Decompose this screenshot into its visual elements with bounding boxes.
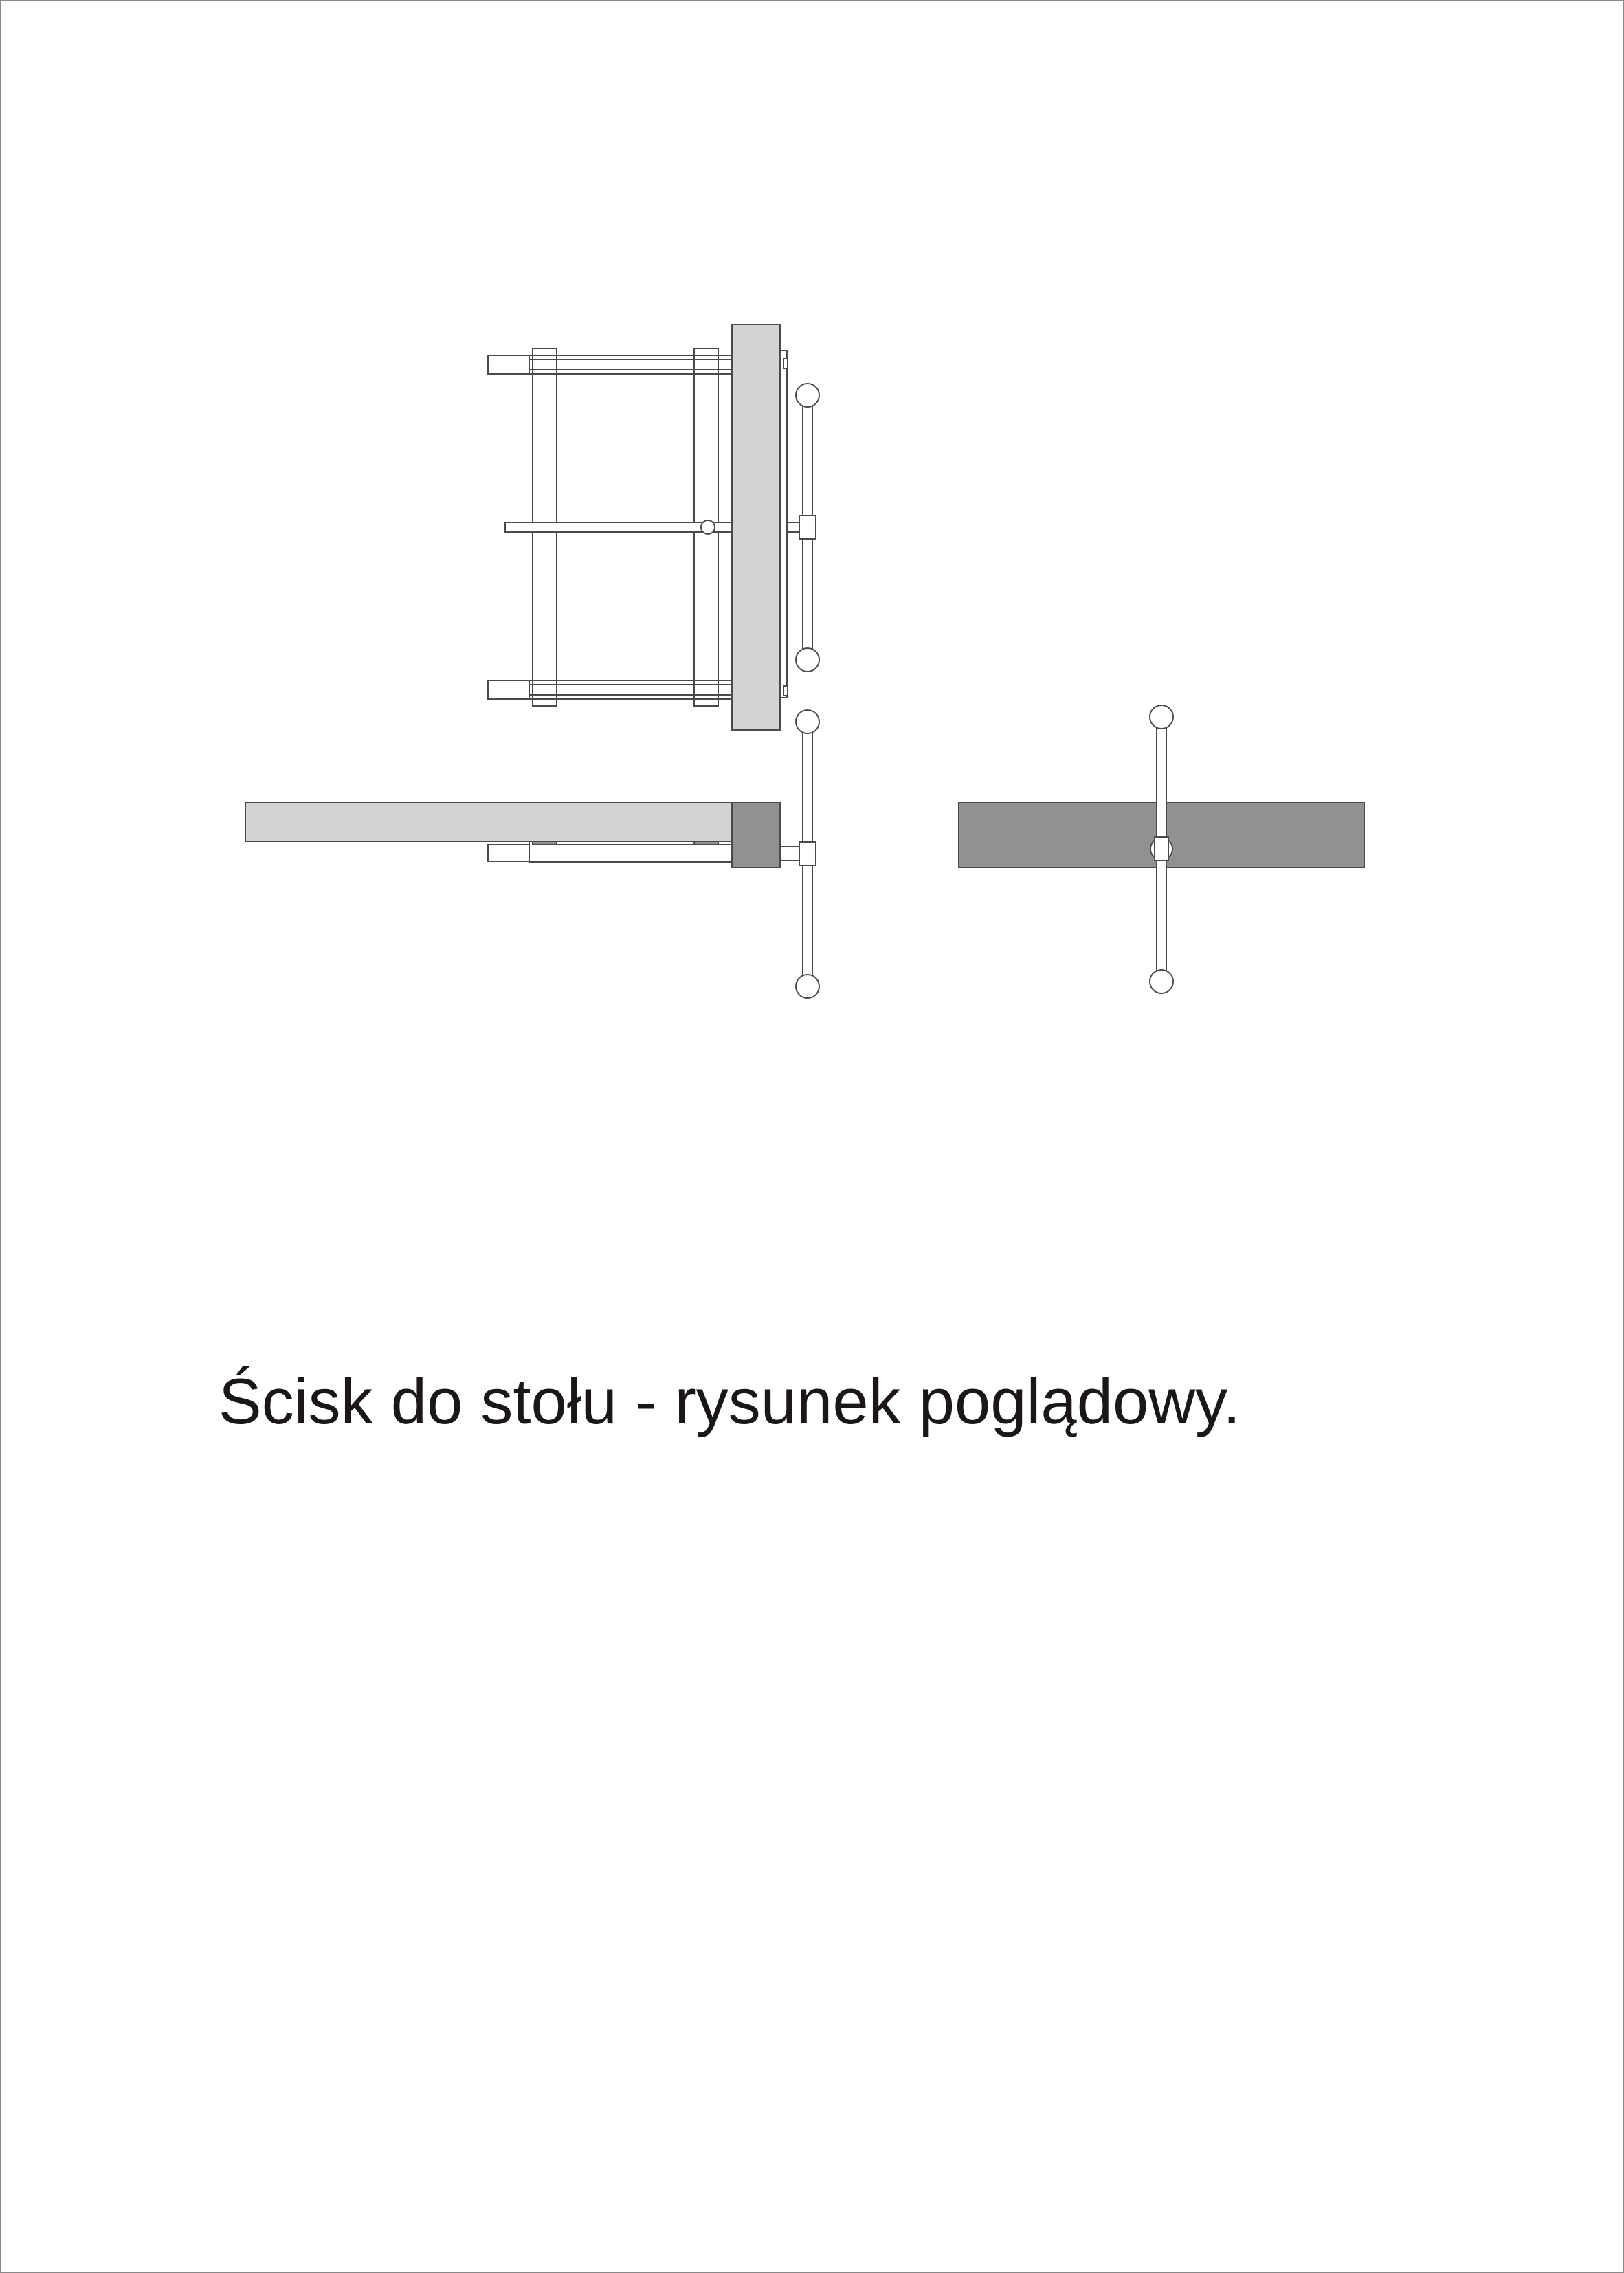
handle-front-knob-bottom (796, 975, 819, 998)
handle-side-knob-top (1150, 705, 1173, 729)
handle-side-knob-bottom (1150, 970, 1173, 993)
front-view (245, 710, 819, 998)
rod-stub-bottom (488, 680, 529, 699)
drawing-caption: Ścisk do stołu - rysunek poglądowy. (219, 1365, 1241, 1437)
plate-screw-bottom (783, 686, 788, 696)
jaw-plate (780, 351, 787, 698)
handle-front-knob-top (796, 710, 819, 733)
rod-stub-top (488, 355, 529, 374)
rod-front-stub (488, 845, 529, 861)
handle-hub (799, 515, 816, 539)
handle-side-upper (1157, 727, 1166, 837)
screw-shaft (787, 522, 799, 532)
spindle-middle (505, 522, 732, 532)
handle-side-lower (1157, 859, 1166, 976)
jaw-front (732, 803, 780, 867)
plate-screw-top (783, 359, 788, 368)
screw-front (780, 847, 799, 861)
side-view (959, 705, 1364, 993)
jaw-block (732, 324, 780, 730)
handle-knob-top (796, 384, 819, 407)
table-top (245, 803, 732, 841)
top-view (488, 324, 819, 730)
spindle-pin (701, 520, 715, 534)
handle-knob-bottom (796, 648, 819, 672)
handle-front-hub (799, 842, 816, 865)
handle-side-hub (1155, 837, 1168, 861)
